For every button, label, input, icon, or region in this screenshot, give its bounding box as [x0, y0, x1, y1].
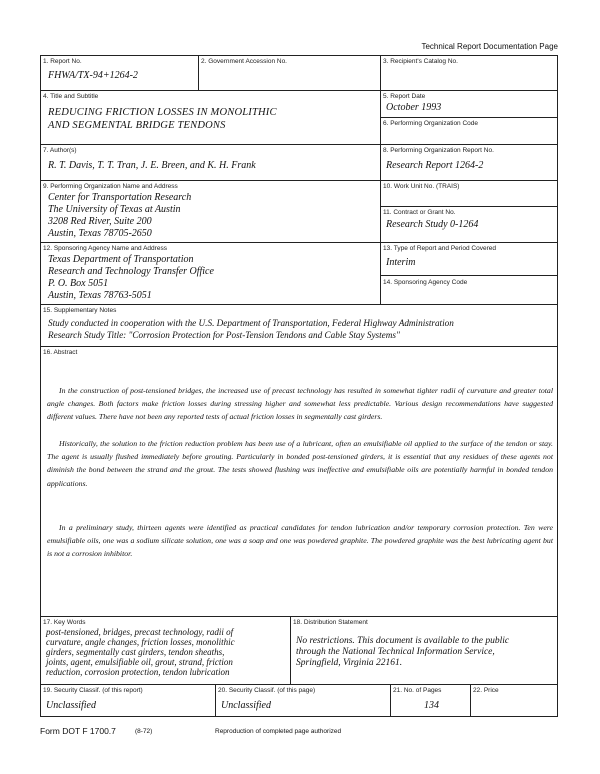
security-page-label: 20. Security Classif. (of this page)	[218, 687, 316, 694]
sponsor-line-4: Austin, Texas 78763-5051	[48, 290, 152, 301]
supplementary-line-2: Research Study Title: "Corrosion Protection for Post-Tension Tendons and Cable Stay Systems"	[48, 330, 400, 340]
abstract-paragraph-2: Historically, the solution to the friction reduction problem has been use of a lubricant, often an emulsifiable oil applied to the surface of the tendon or stay. The agent is usually flushed immediately before grouting. Particularly in bonded post-tensioned girders, it is essential that any residues of these agents not diminish the bond between the strand and the grout. The tests showed flushing was ineffective and emulsifiable oils are potentially harmful in bonded tendon applications.	[47, 439, 553, 488]
security-report-label: 19. Security Classif. (of this report)	[43, 687, 143, 694]
report-type-label: 13. Type of Report and Period Covered	[383, 245, 496, 252]
num-pages-label: 21. No. of Pages	[393, 687, 442, 694]
report-no-value: FHWA/TX-94+1264-2	[48, 70, 138, 81]
perf-org-line-3: 3208 Red River, Suite 200	[48, 216, 152, 227]
title-line-2: AND SEGMENTAL BRIDGE TENDONS	[48, 120, 226, 131]
key-words-line-3: girders, segmentally cast girders, tendon sheaths,	[46, 647, 225, 657]
perf-org-report-label: 8. Performing Organization Report No.	[383, 147, 494, 154]
abstract-paragraph-1: In the construction of post-tensioned bridges, the increased use of precast technology has resulted in somewhat tighter radii of curvature and greater total angle changes. Both factors make friction losses during stressing higher and somewhat less predictable. Various design recommendations have suggested different values. There have not been any reported tests of actual friction losses in segmentally cast girders.	[47, 386, 553, 422]
report-no-label: 1. Report No.	[43, 58, 82, 65]
sponsor-line-3: P. O. Box 5051	[48, 278, 109, 289]
security-page-value: Unclassified	[221, 700, 271, 711]
key-words-label: 17. Key Words	[43, 619, 86, 626]
report-type-value: Interim	[386, 257, 416, 268]
sponsor-code-label: 14. Sponsoring Agency Code	[383, 279, 468, 286]
authors-value: R. T. Davis, T. T. Tran, J. E. Breen, and K. H. Frank	[48, 160, 256, 171]
distribution-line-2: through the National Technical Information Service,	[296, 647, 495, 657]
title-label: 4. Title and Subtitle	[43, 93, 99, 100]
recipient-catalog-label: 3. Recipient's Catalog No.	[383, 58, 458, 65]
form-date: (8-72)	[135, 728, 153, 735]
price-label: 22. Price	[473, 687, 499, 694]
contract-label: 11. Contract or Grant No.	[383, 209, 456, 216]
security-report-value: Unclassified	[46, 700, 96, 711]
contract-value: Research Study 0-1264	[386, 219, 479, 230]
perf-org-line-4: Austin, Texas 78705-2650	[48, 228, 152, 239]
key-words-line-5: reduction, corrosion protection, tendon lubrication	[46, 667, 230, 677]
title-line-1: REDUCING FRICTION LOSSES IN MONOLITHIC	[48, 107, 277, 118]
reproduction-note: Reproduction of completed page authorized	[215, 728, 342, 735]
page-header: Technical Report Documentation Page	[421, 42, 558, 51]
perf-org-line-1: Center for Transportation Research	[48, 192, 192, 203]
sponsor-line-1: Texas Department of Transportation	[48, 254, 194, 265]
sponsor-label: 12. Sponsoring Agency Name and Address	[43, 245, 167, 252]
distribution-label: 18. Distribution Statement	[293, 619, 368, 626]
report-date-label: 5. Report Date	[383, 93, 426, 100]
key-words-line-1: post-tensioned, bridges, precast technology, radii of	[46, 627, 234, 637]
work-unit-label: 10. Work Unit No. (TRAIS)	[383, 183, 460, 190]
form-number: Form DOT F 1700.7	[40, 726, 116, 736]
distribution-line-1: No restrictions. This document is available to the public	[296, 636, 510, 646]
supplementary-line-1: Study conducted in cooperation with the U.S. Department of Transportation, Federal Highway Administration	[48, 318, 454, 328]
abstract-paragraph-3: In a preliminary study, thirteen agents were identified as practical candidates for tendon lubrication and/or temporary corrosion protection. Ten were emulsifiable oils, one was a sodium silicate solution, one was a soap and one was powdered graphite. The powdered graphite was the best lubricating agent but is not a corrosion inhibitor.	[47, 523, 553, 559]
sponsor-line-2: Research and Technology Transfer Office	[48, 266, 214, 277]
perf-org-name-label: 9. Performing Organization Name and Address	[43, 183, 178, 190]
num-pages-value: 134	[424, 700, 439, 711]
perf-org-line-2: The University of Texas at Austin	[48, 204, 181, 215]
perf-org-code-label: 6. Performing Organization Code	[383, 120, 479, 127]
perf-org-report-value: Research Report 1264-2	[386, 160, 484, 171]
key-words-line-2: curvature, angle changes, friction losses, monolithic	[46, 637, 235, 647]
report-date-value: October 1993	[386, 102, 442, 113]
key-words-line-4: joints, agent, emulsifiable oil, grout, strand, friction	[46, 657, 233, 667]
supplementary-label: 15. Supplementary Notes	[43, 307, 117, 314]
gov-accession-label: 2. Government Accession No.	[201, 58, 287, 65]
abstract-label: 16. Abstract	[43, 349, 78, 356]
distribution-line-3: Springfield, Virginia 22161.	[296, 658, 403, 668]
authors-label: 7. Author(s)	[43, 147, 77, 154]
